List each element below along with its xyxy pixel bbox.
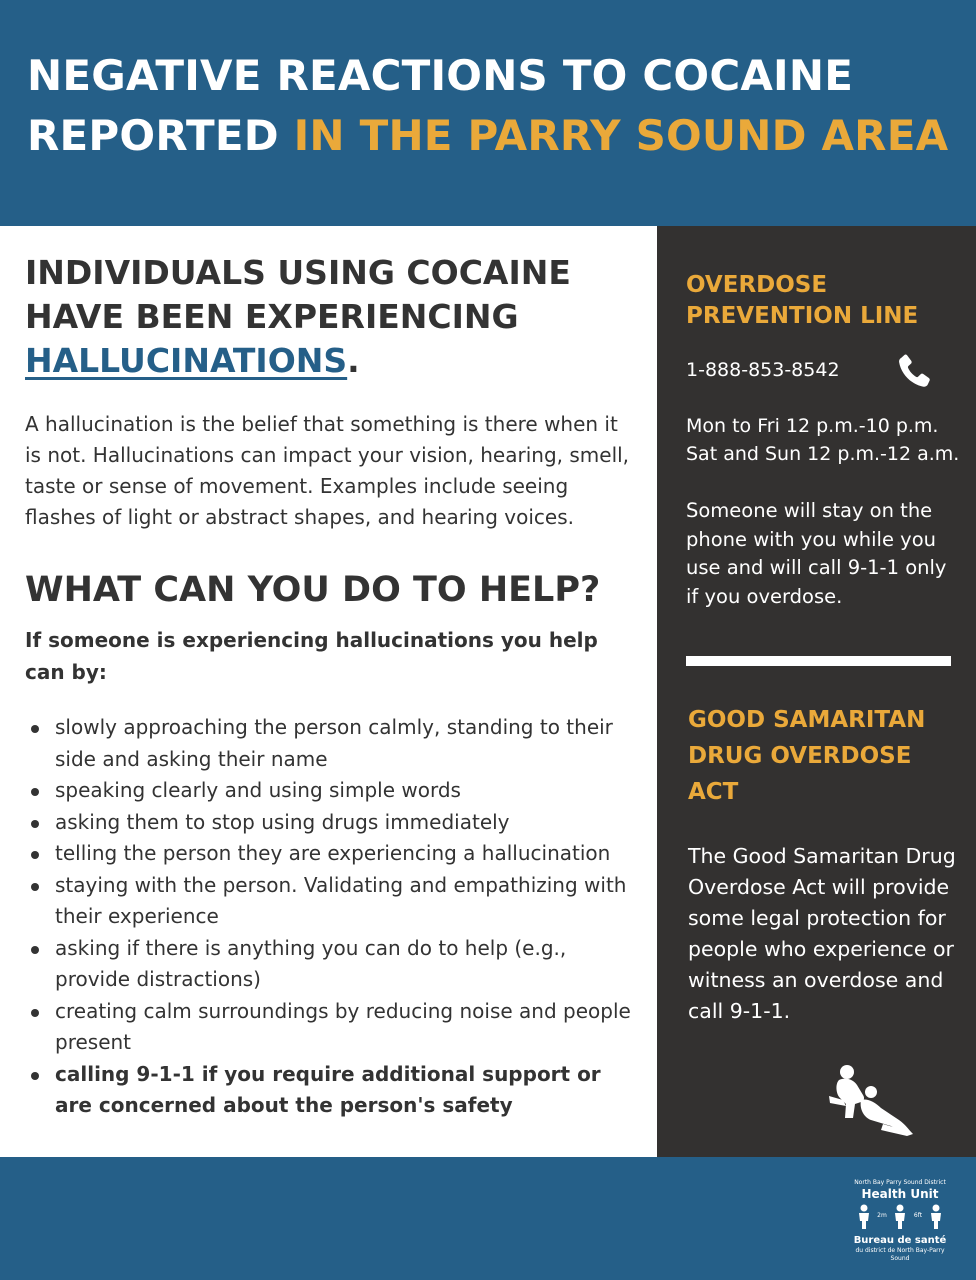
gs-title-line-2: DRUG OVERDOSE xyxy=(688,743,912,769)
rescue-person-icon xyxy=(825,1062,921,1138)
page-footer xyxy=(0,1157,976,1280)
overdose-title-line-2: PREVENTION LINE xyxy=(686,303,919,329)
title-line-2-accent: IN THE PARRY SOUND AREA xyxy=(293,111,949,160)
overdose-line-title xyxy=(686,270,918,332)
heading-highlight: HALLUCINATIONS xyxy=(25,341,348,380)
list-item: telling the person they are experiencing a hallucination xyxy=(25,838,635,870)
list-item: staying with the person. Validating and empathizing with their experience xyxy=(25,870,635,933)
overdose-title-line-1: OVERDOSE xyxy=(686,272,828,298)
logo-district-top: North Bay Parry Sound District xyxy=(854,1179,946,1186)
phone-icon xyxy=(893,350,935,394)
good-samaritan-body: The Good Samaritan Drug Overdose Act will provide some legal protection for people who experience or witness an overdose and call 9-1-1. xyxy=(688,844,956,1023)
hallucinations-heading xyxy=(25,251,645,383)
page-title xyxy=(27,46,976,166)
heading-end: . xyxy=(347,341,360,380)
list-item: slowly approaching the person calmly, standing to their side and asking their name xyxy=(25,712,635,775)
good-samaritan-title xyxy=(688,702,925,810)
title-line-1: NEGATIVE REACTIONS TO COCAINE xyxy=(27,51,854,100)
logo-bureau-de-sante: Bureau de santé xyxy=(853,1235,947,1246)
logo-distance-label-2: 6ft xyxy=(913,1212,923,1219)
phone-number[interactable]: 1-888-853-8542 xyxy=(686,359,840,381)
health-unit-logo xyxy=(850,1179,950,1269)
heading-part-1: INDIVIDUALS USING COCAINE HAVE BEEN EXPERIENCING xyxy=(25,253,571,336)
help-list xyxy=(25,712,635,1122)
hours-weekend: Sat and Sun 12 p.m.-12 a.m. xyxy=(686,443,960,465)
hours xyxy=(686,412,959,468)
help-heading: WHAT CAN YOU DO TO HELP? xyxy=(25,570,601,610)
logo-health-unit: Health Unit xyxy=(861,1187,939,1201)
list-item: asking them to stop using drugs immediately xyxy=(25,807,635,839)
main-content xyxy=(0,226,657,1157)
logo-district-bottom: du district de North Bay-Parry Sound xyxy=(855,1247,945,1262)
logo-distance-label-1: 2m xyxy=(877,1212,887,1219)
stay-on-phone-text: Someone will stay on the phone with you while you use and will call 9-1-1 only if you overdose. xyxy=(686,499,947,608)
gs-title-line-3: ACT xyxy=(688,779,739,805)
hours-weekday: Mon to Fri 12 p.m.-10 p.m. xyxy=(686,415,939,437)
sidebar xyxy=(657,226,976,1157)
title-line-2-white: REPORTED xyxy=(27,111,279,160)
help-lead: If someone is experiencing hallucinations you help can by: xyxy=(25,628,598,684)
divider xyxy=(686,656,951,666)
page-header xyxy=(0,0,976,226)
list-item: speaking clearly and using simple words xyxy=(25,775,635,807)
gs-title-line-1: GOOD SAMARITAN xyxy=(688,707,926,733)
list-item: creating calm surroundings by reducing noise and people present xyxy=(25,996,635,1059)
intro-paragraph: A hallucination is the belief that something is there when it is not. Hallucinations can impact your vision, hearing, smell, taste or sense of movement. Examples include seeing flashes of light or abstract shapes, and hearing voices. xyxy=(25,412,630,529)
people-distance-icon xyxy=(850,1203,950,1229)
list-item: calling 9-1-1 if you require additional support or are concerned about the person's safety xyxy=(25,1059,635,1122)
list-item: asking if there is anything you can do to help (e.g., provide distractions) xyxy=(25,933,635,996)
